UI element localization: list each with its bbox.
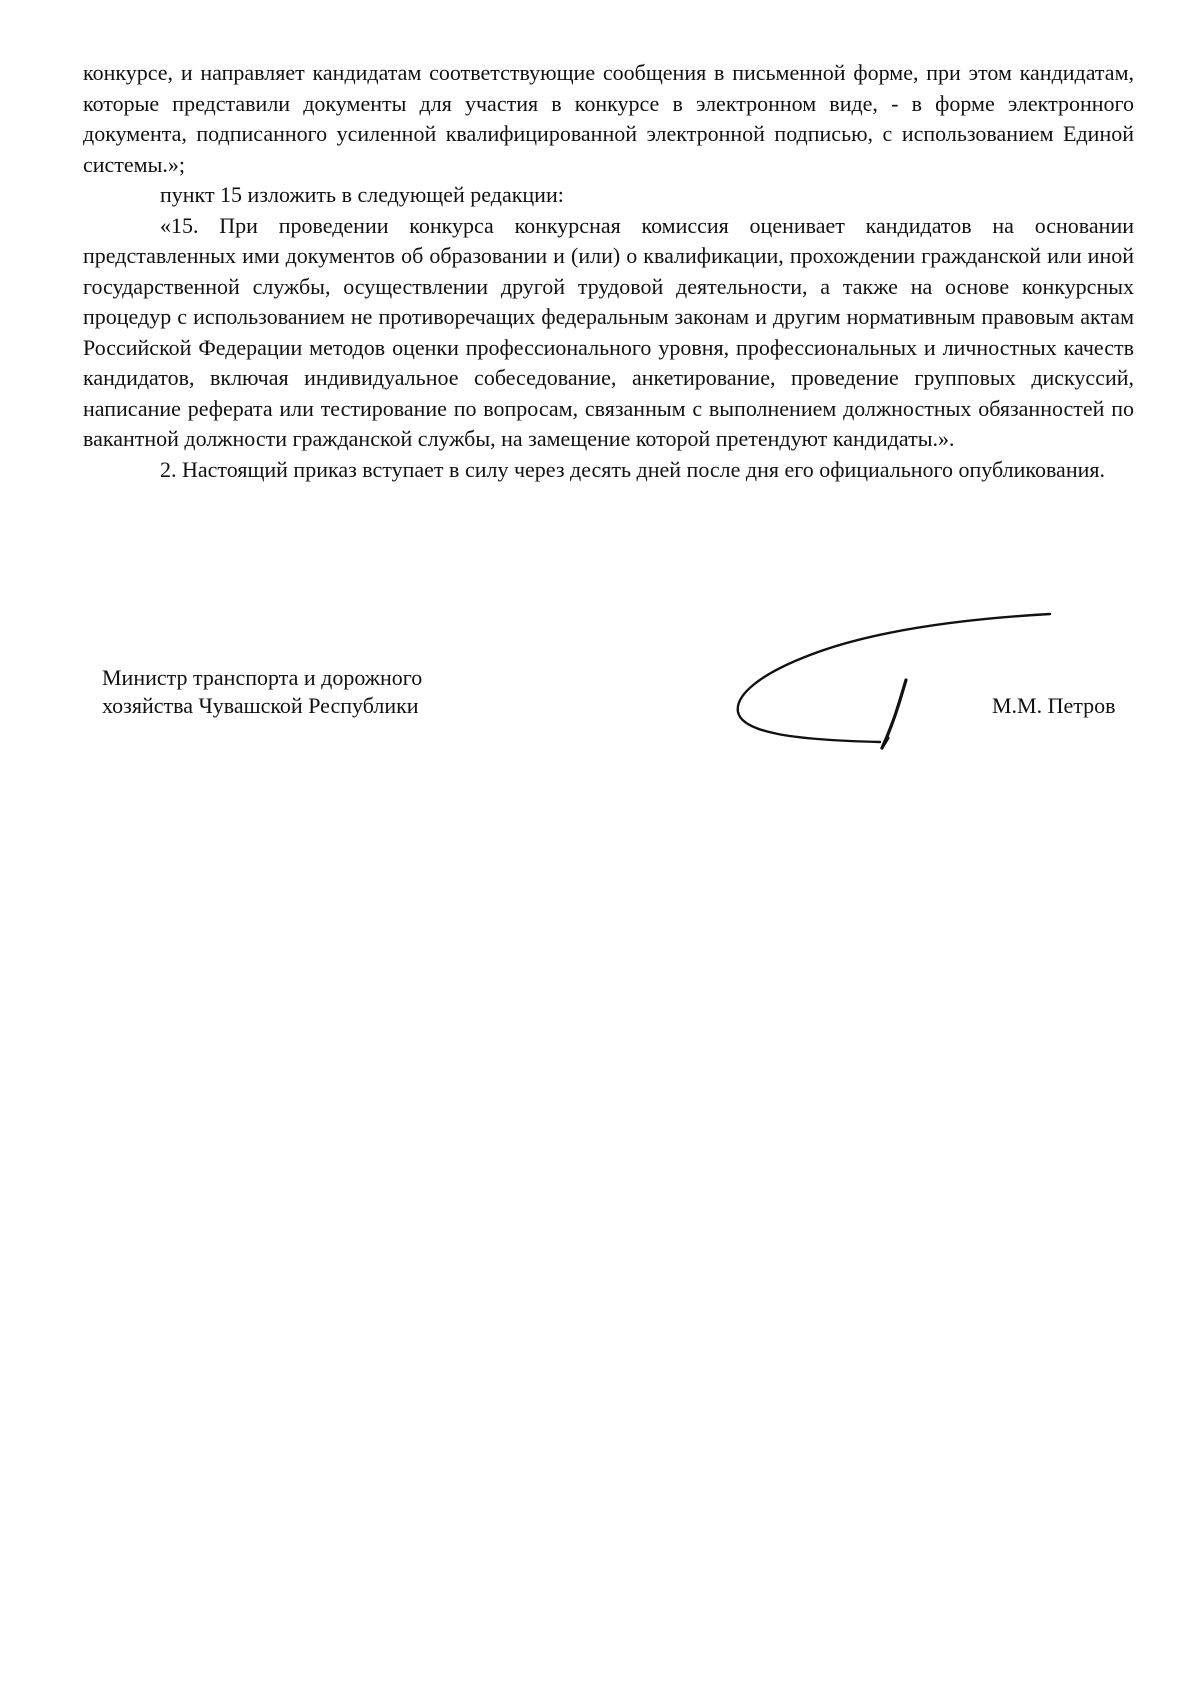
paragraph-item-15: «15. При проведении конкурса конкурсная комиссия оценивает кандидатов на основании представленных ими документов об образовании и (или) о квалификации, прохождении гражданской или иной государственной службы, осуществлении другой трудовой деятельности, а также на основе конкурсных процедур с использованием не противоречащих федеральным законам и другим нормативным правовым актам Российской Федерации методов оценки профессионального уровня, профессиональных и личностных качеств кандидатов, включая индивидуальное собеседование, анкетирование, проведение групповых дискуссий, написание реферата или тестирование по вопросам, связанным с выполнением должностных обязанностей по вакантной должности гражданской службы, на замещение которой претендуют кандидаты.». — [83, 212, 1134, 451]
paragraph-amendment-intro: пункт 15 изложить в следующей редакции: — [160, 182, 564, 207]
handwritten-signature — [730, 600, 1060, 760]
document-body — [83, 58, 1134, 485]
signatory-position-line-1: Министр транспорта и дорожного — [102, 665, 423, 690]
paragraph-continuation: конкурсе, и направляет кандидатам соответствующие сообщения в письменной форме, при этом кандидатам, которые представили документы для участия в конкурсе в электронном виде, - в форме электронного документа, подписанного усиленной квалифицированной электронной подписью, с использованием Единой системы.»; — [83, 60, 1134, 177]
signatory-name: М.М. Петров — [992, 693, 1116, 718]
paragraph-effective-date: 2. Настоящий приказ вступает в силу через десять дней после дня его официального опубликования. — [160, 456, 1105, 482]
signatory-position — [102, 664, 422, 720]
signatory-position-line-2: хозяйства Чувашской Республики — [102, 693, 419, 718]
